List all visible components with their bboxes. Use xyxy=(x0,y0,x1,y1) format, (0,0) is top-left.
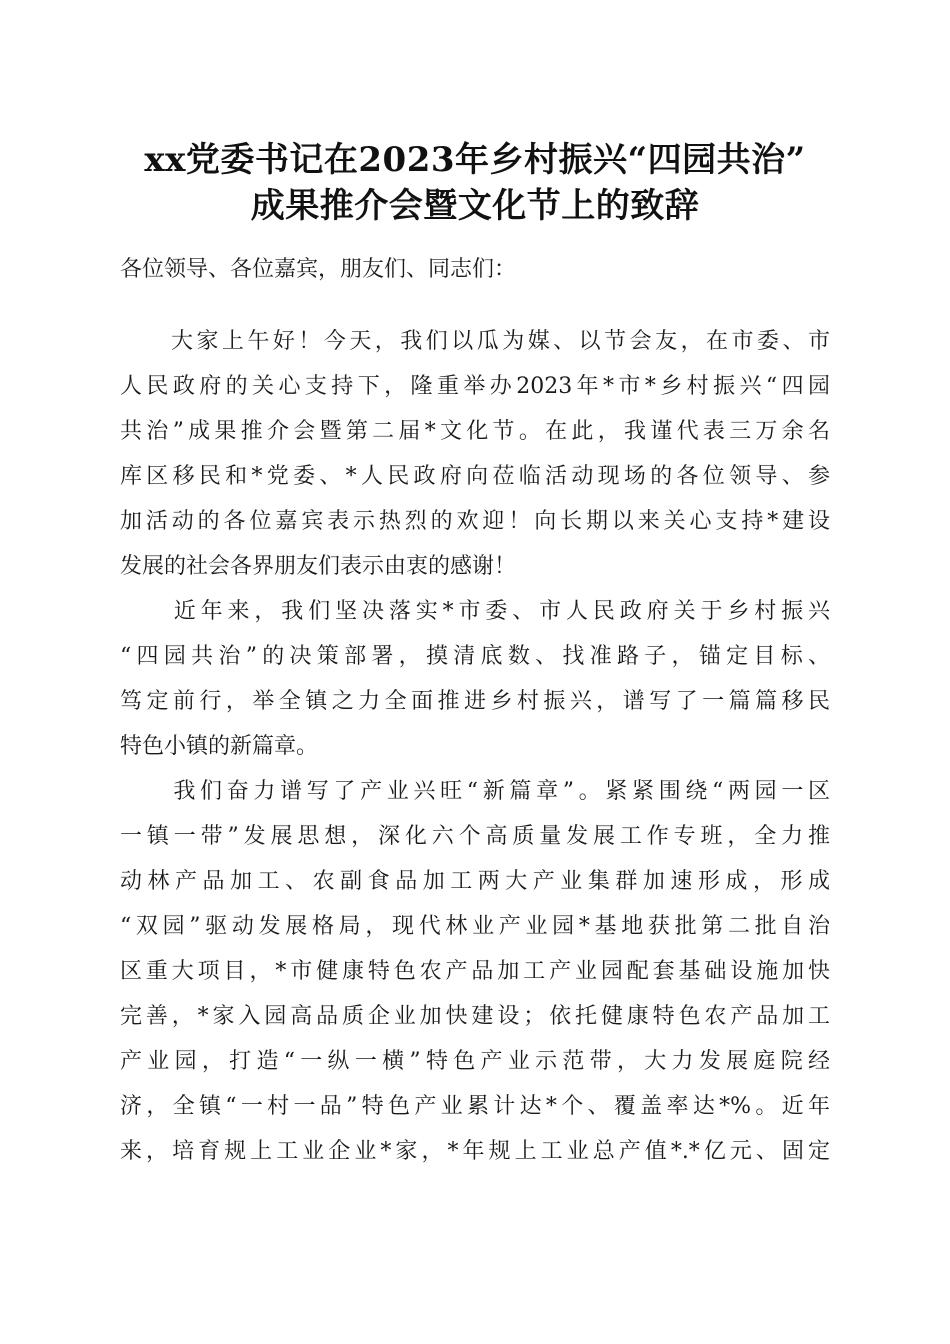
paragraph-3-line-1: 我们奋力谱写了产业兴旺“新篇章”。紧紧围绕“两园一区 xyxy=(120,779,830,804)
paragraph-3-line-6: 完善，*家入园高品质企业加快建设；依托健康特色农产品加工 xyxy=(120,1004,830,1029)
paragraph-1-line-3: 共治”成果推介会暨第二届*文化节。在此，我谨代表三万余名 xyxy=(120,419,830,444)
paragraph-2-line-1: 近年来，我们坚决落实*市委、市人民政府关于乡村振兴 xyxy=(120,599,830,624)
paragraph-3-line-9: 来，培育规上工业企业*家，*年规上工业总产值*.*亿元、固定 xyxy=(120,1139,830,1164)
paragraph-2-line-4: 特色小镇的新篇章。 xyxy=(120,734,319,759)
paragraph-1-line-1: 大家上午好！今天，我们以瓜为媒、以节会友，在市委、市 xyxy=(120,329,830,354)
paragraph-3-line-5: 区重大项目，*市健康特色农产品加工产业园配套基础设施加快 xyxy=(120,959,830,984)
paragraph-1-line-4: 库区移民和*党委、*人民政府向莅临活动现场的各位领导、参 xyxy=(120,464,830,489)
paragraph-3-line-8: 济，全镇“一村一品”特色产业累计达*个、覆盖率达*%。近年 xyxy=(120,1094,830,1119)
paragraph-1-line-2: 人民政府的关心支持下，隆重举办2023年*市*乡村振兴“四园 xyxy=(120,374,830,399)
salutation: 各位领导、各位嘉宾，朋友们、同志们： xyxy=(120,257,517,282)
paragraph-3-line-3: 动林产品加工、农副食品加工两大产业集群加速形成，形成 xyxy=(120,869,830,894)
paragraph-2-line-2: “四园共治”的决策部署，摸清底数、找准路子，锚定目标、 xyxy=(120,644,830,669)
paragraph-2-line-3: 笃定前行，举全镇之力全面推进乡村振兴，谱写了一篇篇移民 xyxy=(120,689,830,714)
paragraph-1-line-6: 发展的社会各界朋友们表示由衷的感谢！ xyxy=(120,554,517,579)
paragraph-3-line-4: “双园”驱动发展格局，现代林业产业园*基地获批第二批自治 xyxy=(120,914,830,939)
document-title-line-1: xx党委书记在2023年乡村振兴“四园共治” xyxy=(144,140,806,180)
document-title-line-2: 成果推介会暨文化节上的致辞 xyxy=(250,186,700,226)
paragraph-3-line-2: 一镇一带”发展思想，深化六个高质量发展工作专班，全力推 xyxy=(120,824,830,849)
paragraph-1-line-5: 加活动的各位嘉宾表示热烈的欢迎！向长期以来关心支持*建设 xyxy=(120,509,830,534)
paragraph-3-line-7: 产业园，打造“一纵一横”特色产业示范带，大力发展庭院经 xyxy=(120,1049,830,1074)
